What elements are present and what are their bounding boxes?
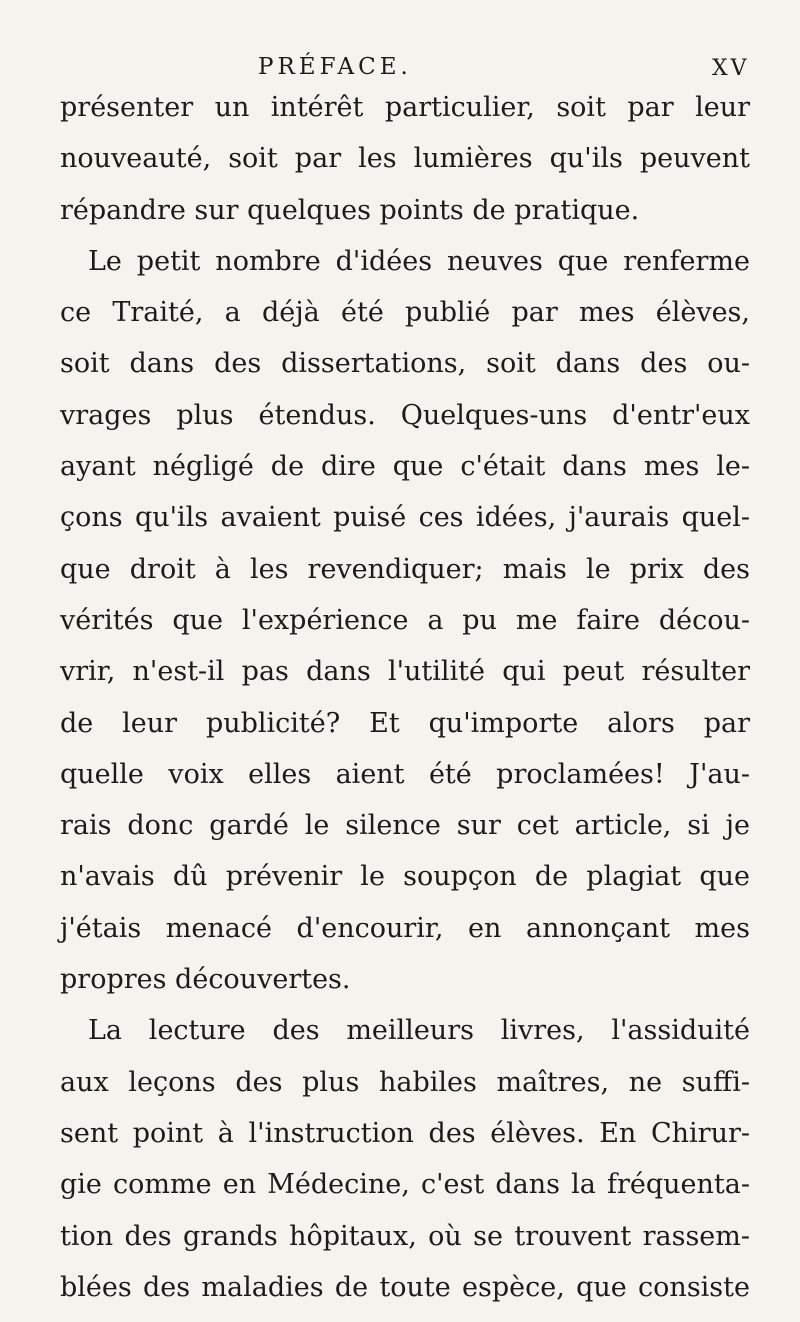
text-line: vrages plus étendus. Quelques-uns d'entr'eux <box>60 399 750 431</box>
text-line: vérités que l'expérience a pu me faire décou- <box>60 604 750 636</box>
text-line: çons qu'ils avaient puisé ces idées, j'aurais quel- <box>60 502 750 534</box>
text-line: gie comme en Médecine, c'est dans la fréquenta- <box>60 1169 750 1201</box>
text-line: j'étais menacé d'encourir, en annonçant mes <box>60 912 750 944</box>
text-line: rais donc gardé le silence sur cet article, si je <box>60 810 750 842</box>
text-line: de leur publicité? Et qu'importe alors par <box>60 707 750 739</box>
text-line: répandre sur quelques points de pratique. <box>60 194 640 226</box>
text-line: ayant négligé de dire que c'était dans mes le- <box>60 451 750 483</box>
text-line: La lecture des meilleurs livres, l'assiduité <box>88 1015 750 1047</box>
text-line: que droit à les revendiquer; mais le prix des <box>60 553 750 585</box>
body-text <box>60 82 750 1313</box>
text-line: aux leçons des plus habiles maîtres, ne suffi- <box>60 1066 750 1098</box>
text-line: propres découvertes. <box>60 964 351 996</box>
text-line: soit dans des dissertations, soit dans des ou- <box>60 348 750 380</box>
text-line: tion des grands hôpitaux, où se trouvent rassem- <box>60 1220 750 1252</box>
text-line: présenter un intérêt particulier, soit par leur <box>60 92 750 123</box>
text-line: quelle voix elles aient été proclamées! J'au- <box>60 758 750 790</box>
page-number: XV <box>712 56 750 81</box>
running-head <box>0 52 800 82</box>
text-line: vrir, n'est-il pas dans l'utilité qui peut résulter <box>60 656 750 688</box>
text-line: ce Traité, a déjà été publié par mes élèves, <box>60 297 750 329</box>
text-line: sent point à l'instruction des élèves. En Chirur- <box>60 1117 750 1149</box>
text-line: Le petit nombre d'idées neuves que renferme <box>88 245 750 277</box>
text-line: blées des maladies de toute espèce, que consiste <box>60 1271 750 1303</box>
running-head-title: PRÉFACE. <box>258 54 412 80</box>
text-line: nouveauté, soit par les lumières qu'ils peuvent <box>60 143 750 175</box>
text-line: n'avais dû prévenir le soupçon de plagiat que <box>60 861 750 893</box>
